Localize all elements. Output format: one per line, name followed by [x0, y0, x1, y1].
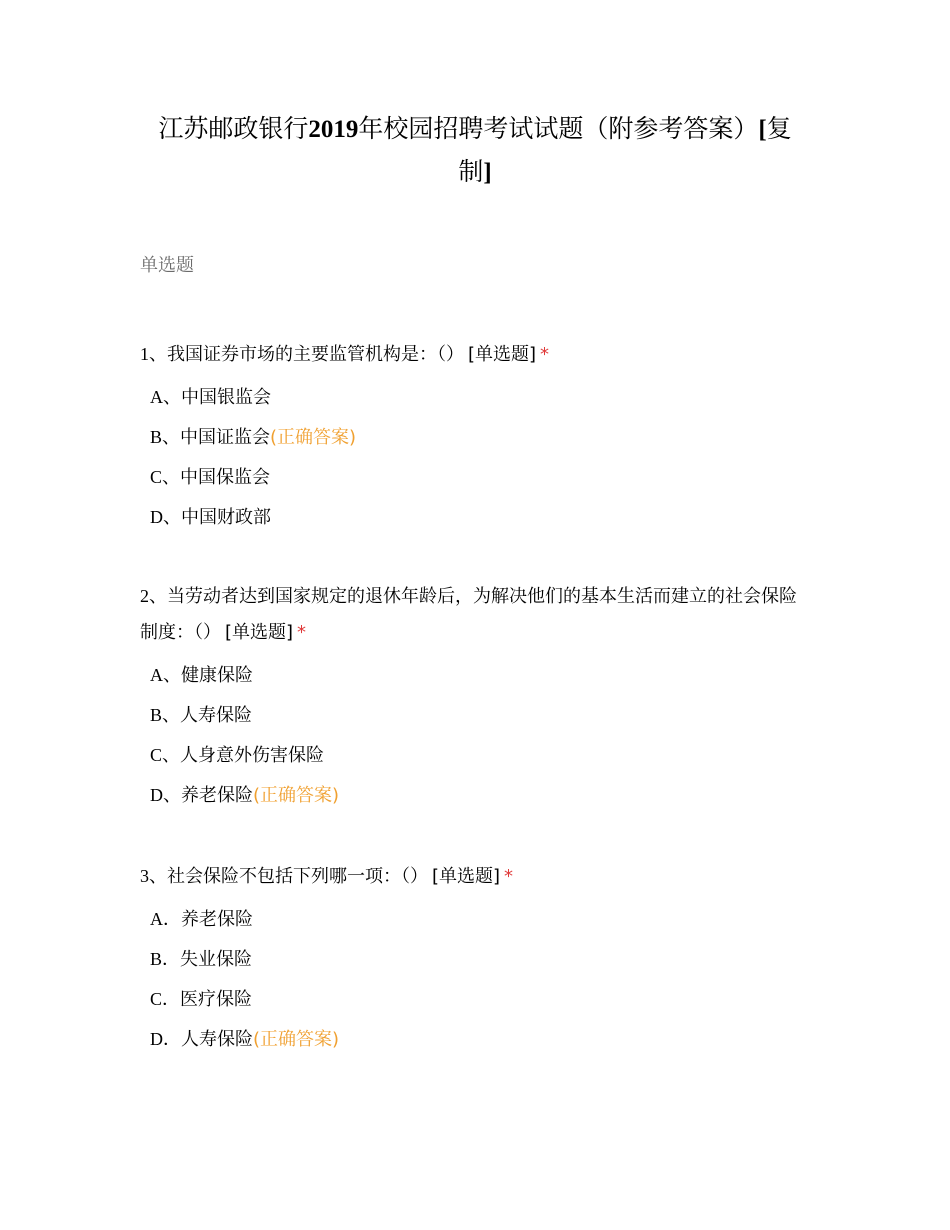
option-letter: A、	[150, 387, 181, 407]
question-number: 2、	[140, 586, 167, 606]
option-b[interactable]	[140, 695, 810, 735]
option-letter: A．	[150, 909, 181, 929]
option-letter: B、	[150, 705, 181, 725]
option-d[interactable]	[140, 497, 820, 537]
option-d[interactable]	[140, 1019, 820, 1059]
question-number: 3、	[140, 866, 167, 886]
document-title	[150, 108, 800, 194]
option-b[interactable]	[140, 939, 820, 979]
option-text: 中国财政部	[181, 507, 271, 528]
option-a[interactable]	[140, 655, 810, 695]
question-text: 当劳动者达到国家规定的退休年龄后，为解决他们的基本生活而建立的社会保险制度：（）	[140, 586, 797, 643]
question-stem	[140, 578, 810, 651]
option-text: 中国银监会	[181, 387, 271, 408]
question-stem	[140, 858, 820, 895]
answer-mark: (正确答案)	[253, 1029, 340, 1050]
question-3	[140, 858, 820, 1059]
option-a[interactable]	[140, 377, 820, 417]
option-b[interactable]	[140, 417, 820, 457]
title-year: 2019	[308, 116, 359, 143]
question-1	[140, 336, 820, 537]
option-letter: B、	[150, 427, 181, 447]
option-c[interactable]	[140, 457, 820, 497]
option-letter: A、	[150, 665, 181, 685]
option-text: 失业保险	[180, 949, 253, 970]
question-type-tag: [单选题]	[225, 622, 294, 643]
option-c[interactable]	[140, 735, 810, 775]
option-text: 中国保监会	[180, 467, 271, 488]
option-text: 医疗保险	[180, 989, 253, 1010]
option-letter: C．	[150, 989, 181, 1009]
title-text-1: 江苏邮政银行	[158, 114, 309, 143]
option-letter: C、	[150, 745, 181, 765]
option-text: 健康保险	[181, 665, 253, 686]
option-text: 养老保险	[181, 909, 253, 930]
option-text: 人身意外伤害保险	[180, 745, 325, 766]
required-star: *	[297, 622, 307, 643]
answer-mark: (正确答案)	[270, 427, 357, 448]
option-d[interactable]	[140, 775, 810, 815]
option-text: 人寿保险	[181, 1029, 253, 1050]
option-list	[140, 899, 820, 1059]
option-letter: C、	[150, 467, 181, 487]
question-text: 我国证券市场的主要监管机构是：（）	[167, 344, 464, 365]
required-star: *	[540, 344, 550, 365]
title-bracket-close: ]	[483, 159, 492, 186]
question-type-tag: [单选题]	[432, 866, 501, 887]
option-letter: B．	[150, 949, 181, 969]
answer-mark: (正确答案)	[253, 785, 340, 806]
section-label: 单选题	[140, 255, 194, 276]
option-text: 中国证监会	[180, 427, 271, 448]
question-text: 社会保险不包括下列哪一项：（）	[167, 866, 428, 887]
question-stem	[140, 336, 820, 373]
title-bracket-open: [	[758, 116, 767, 143]
option-letter: D．	[150, 1029, 181, 1049]
option-text: 人寿保险	[180, 705, 253, 726]
option-list	[140, 655, 810, 815]
title-text-2: 年校园招聘考试试题（附参考答案）	[358, 114, 759, 143]
option-c[interactable]	[140, 979, 820, 1019]
option-text: 养老保险	[181, 785, 253, 806]
required-star: *	[504, 866, 514, 887]
question-type-tag: [单选题]	[468, 344, 537, 365]
option-list	[140, 377, 820, 537]
option-letter: D、	[150, 785, 181, 805]
option-a[interactable]	[140, 899, 820, 939]
title-text-3: 复制	[458, 114, 792, 186]
question-2	[140, 578, 810, 815]
question-number: 1、	[140, 344, 167, 364]
option-letter: D、	[150, 507, 181, 527]
